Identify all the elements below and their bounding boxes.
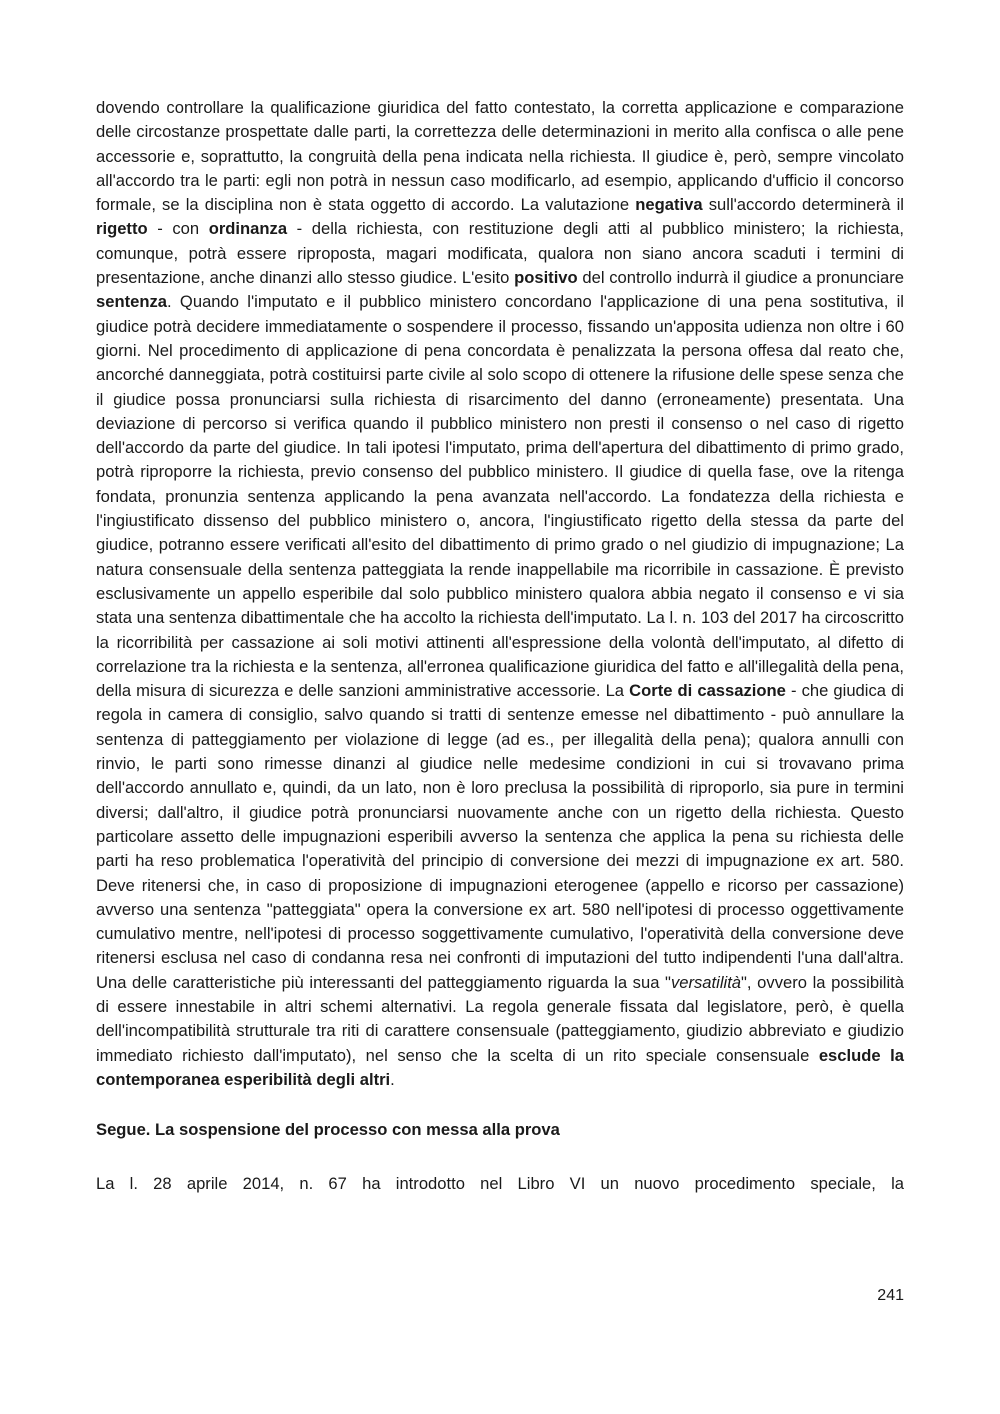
body-paragraph — [96, 96, 904, 1092]
text-run: sull'accordo determinerà il — [702, 195, 904, 215]
text-run: del controllo indurrà il giudice a pronunciare — [577, 268, 904, 288]
bold-term-esclude: esclude la contemporanea esperibilità degli altri — [96, 1045, 904, 1089]
text-run: dovendo controllare la qualificazione giuridica del fatto contestato, la corretta applicazione e comparazione delle circostanze prospettate dalle parti, la correttezza delle determinazioni in merito alla confisca o alle pene accessorie e, soprattutto, la congruità della pena indicata nella richiesta. Il giudice è, però, sempre vincolato all'accordo tra le parti: egli non potrà in nessun caso modificarlo, ad esempio, applicando d'ufficio il concorso formale, se la disciplina non è stata oggetto di accordo. La valutazione — [96, 98, 904, 215]
text-run: . Quando l'imputato e il pubblico ministero concordano l'applicazione di una pena sostitutiva, il giudice potrà decidere immediatamente o sospendere il processo, fissando un'apposita udienza non oltre i 60 giorni. Nel procedimento di applicazione di pena concordata è penalizzata la persona offesa dal reato che, ancorché danneggiata, potrà costituirsi parte civile al solo scopo di ottenere la rifusione delle spese senza che il giudice possa pronunciarsi sulla richiesta di risarcimento del danno (erroneamente) presentata. Una deviazione di percorso si verifica quando il pubblico ministero non presti il consenso o nel caso di rigetto dell'accordo da parte del giudice. In tali ipotesi l'imputato, prima dell'apertura del dibattimento di primo grado, potrà riproporre la richiesta, previo consenso del pubblico ministero. Il giudice di quella fase, ove la ritenga fondata, pronunzia sentenza applicando la pena avanzata nell'accordo. La fondatezza della richiesta e l'ingiustificato dissenso del pubblico ministero o, ancora, l'ingiustificato rigetto della stessa da parte del giudice, potranno essere verificati all'esito del dibattimento di primo grado o nel giudizio di impugnazione; La natura consensuale della sentenza patteggiata la rende inappellabile ma ricorribile in cassazione. È previsto esclusivamente un appello esperibile dal solo pubblico ministero qualora abbia negato il consenso e vi sia stata una sentenza dibattimentale che ha accolto la richiesta dell'imputato. La l. n. 103 del 2017 ha circoscritto la ricorribilità per cassazione ai soli motivi attinenti all'espressione della volontà dell'imputato, al difetto di correlazione tra la richiesta e la sentenza, all'erronea qualificazione giuridica del fatto e all'illegalità della pena, della misura di sicurezza e delle sanzioni amministrative accessorie. La — [96, 292, 904, 701]
body-paragraph-continued: La l. 28 aprile 2014, n. 67 ha introdotto nel Libro VI un nuovo procedimento speciale, la — [96, 1174, 904, 1194]
bold-term-ordinanza: ordinanza — [208, 219, 288, 239]
text-run: - che giudica di regola in camera di consiglio, salvo quando si tratti di sentenze emesse nel dibattimento - può annullare la sentenza di patteggiamento per violazione di legge (ad es., per illegalità della pena); qualora annulli con rinvio, le parti sono rimesse dinanzi al giudice nelle medesime condizioni in cui si trovavano prima dell'accordo annullato e, quindi, da un lato, non è loro preclusa la possibilità di riproporlo, sia pure in termini diversi; dall'altro, il giudice potrà pronunciarsi nuovamente anche con un rigetto della richiesta. Questo particolare assetto delle impugnazioni esperibili avverso la sentenza che applica la pena su richiesta delle parti ha reso problematica l'operatività del principio di conversione dei mezzi di impugnazione ex art. 580. Deve ritenersi che, in caso di proposizione di impugnazioni eterogenee (appello e ricorso per cassazione) avverso una sentenza "patteggiata" opera la conversione ex art. 580 nell'ipotesi di processo oggettivamente cumulativo mentre, nell'ipotesi di processo soggettivamente cumulativo, l'operatività della conversione deve ritenersi esclusa nel caso di condanna resa nei confronti di imputazioni del tutto indipendenti l'una dall'altra. Una delle caratteristiche più interessanti del patteggiamento riguarda la sua " — [96, 681, 904, 992]
bold-term-corte-di-cassazione: Corte di cassazione — [629, 681, 786, 701]
text-run: - della richiesta, con restituzione degli atti al pubblico ministero; la richiesta, comunque, potrà essere riproposta, magari modificata, qualora non siano ancora scaduti i termini di presentazione, anche dinanzi allo stesso giudice. L'esito — [96, 219, 904, 288]
bold-term-negativa: negativa — [635, 195, 703, 215]
page-number: 241 — [877, 1287, 904, 1304]
section-heading: Segue. La sospensione del processo con messa alla prova — [96, 1120, 560, 1140]
bold-term-rigetto: rigetto — [96, 219, 148, 239]
italic-term-versatilita: versatilità — [670, 972, 742, 992]
text-run: . — [390, 1069, 395, 1089]
bold-term-positivo: positivo — [514, 268, 578, 288]
text-run: ", ovvero la possibilità di essere innestabile in altri schemi alternativi. La regola generale fissata dal legislatore, però, è quella dell'incompatibilità strutturale tra riti di carattere consensuale (patteggiamento, giudizio abbreviato e giudizio immediato richiesto dall'imputato), nel senso che la scelta di un rito speciale consensuale — [96, 972, 904, 1065]
text-run: - con — [147, 219, 209, 239]
document-page — [96, 96, 904, 1196]
bold-term-sentenza: sentenza — [96, 292, 168, 312]
